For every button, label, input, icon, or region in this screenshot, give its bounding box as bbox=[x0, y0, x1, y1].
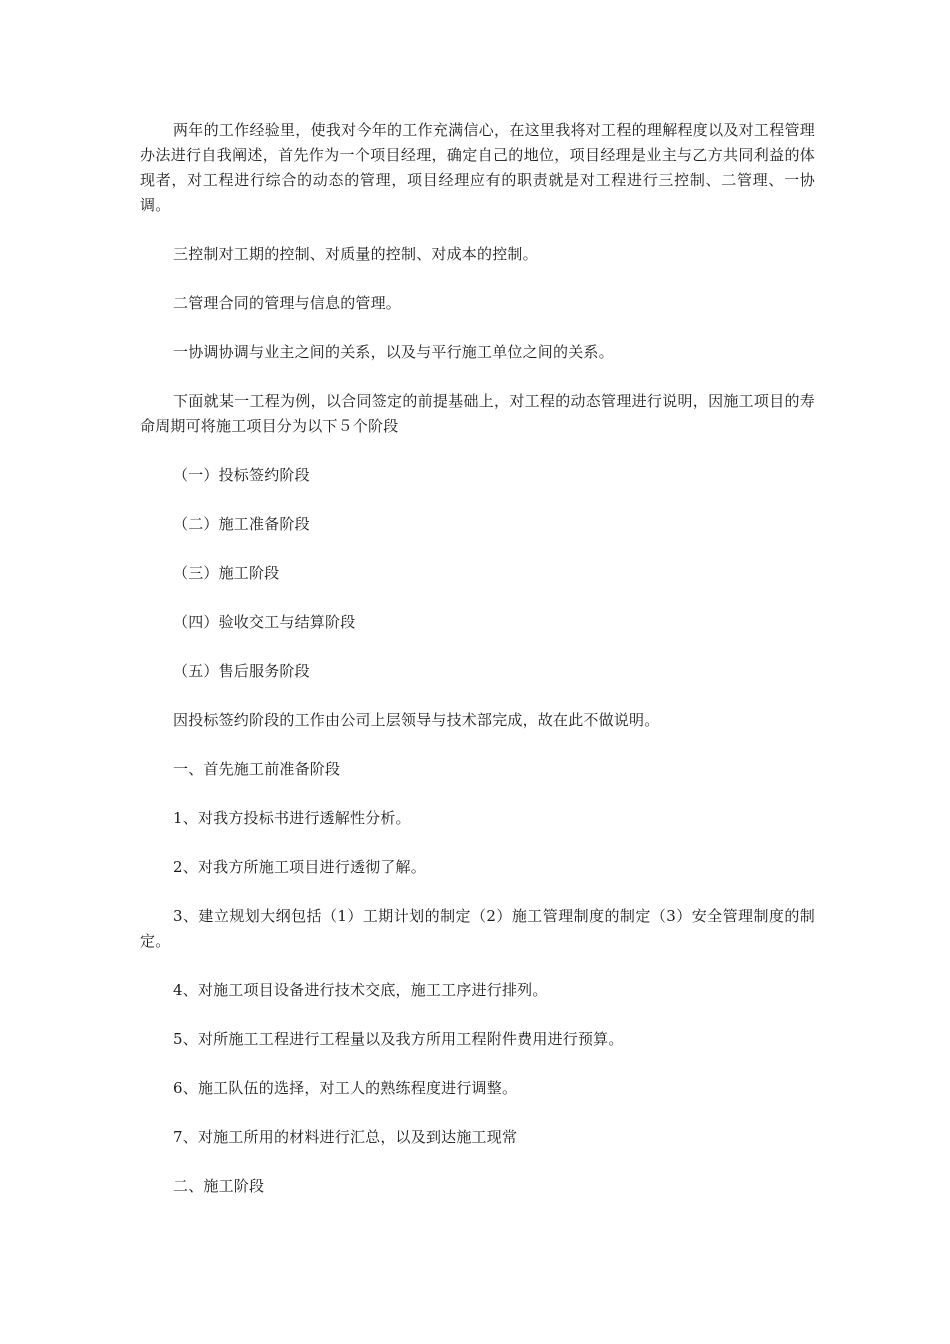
phase-item-2: （二）施工准备阶段 bbox=[173, 515, 310, 533]
list-item-4: 4、对施工项目设备进行技术交底，施工工序进行排列。 bbox=[173, 981, 548, 999]
list-item-6: 6、施工队伍的选择，对工人的熟练程度进行调整。 bbox=[173, 1079, 518, 1097]
list-item-5: 5、对所施工工程进行工程量以及我方所用工程附件费用进行预算。 bbox=[173, 1030, 624, 1048]
section-heading-1: 一、首先施工前准备阶段 bbox=[173, 760, 341, 778]
bidding-note-paragraph: 因投标签约阶段的工作由公司上层领导与技术部完成，故在此不做说明。 bbox=[173, 711, 660, 729]
phase-item-5: （五）售后服务阶段 bbox=[173, 662, 310, 680]
one-coordination-paragraph: 一协调协调与业主之间的关系，以及与平行施工单位之间的关系。 bbox=[173, 343, 614, 361]
document-body bbox=[140, 118, 815, 1223]
list-item-3: 3、建立规划大纲包括（1）工期计划的制定（2）施工管理制度的制定（3）安全管理制度的制定。 bbox=[140, 907, 815, 950]
list-item-7: 7、对施工所用的材料进行汇总，以及到达施工现常 bbox=[173, 1128, 518, 1146]
section-heading-2: 二、施工阶段 bbox=[173, 1177, 265, 1195]
two-management-paragraph: 二管理合同的管理与信息的管理。 bbox=[173, 294, 402, 312]
list-item-2: 2、对我方所施工项目进行透彻了解。 bbox=[173, 858, 426, 876]
intro-paragraph: 两年的工作经验里，使我对今年的工作充满信心，在这里我将对工程的理解程度以及对工程管理办法进行自我阐述，首先作为一个项目经理，确定自己的地位，项目经理是业主与乙方共同利益的体现者，对工程进行综合的动态的管理，项目经理应有的职责就是对工程进行三控制、二管理、一协调。 bbox=[140, 121, 815, 214]
phase-item-4: （四）验收交工与结算阶段 bbox=[173, 613, 356, 631]
phase-item-3: （三）施工阶段 bbox=[173, 564, 280, 582]
example-paragraph: 下面就某一工程为例，以合同签定的前提基础上，对工程的动态管理进行说明，因施工项目的寿命周期可将施工项目分为以下５个阶段 bbox=[140, 392, 815, 435]
three-controls-paragraph: 三控制对工期的控制、对质量的控制、对成本的控制。 bbox=[173, 245, 538, 263]
phase-item-1: （一）投标签约阶段 bbox=[173, 466, 310, 484]
list-item-1: 1、对我方投标书进行透解性分析。 bbox=[173, 809, 411, 827]
